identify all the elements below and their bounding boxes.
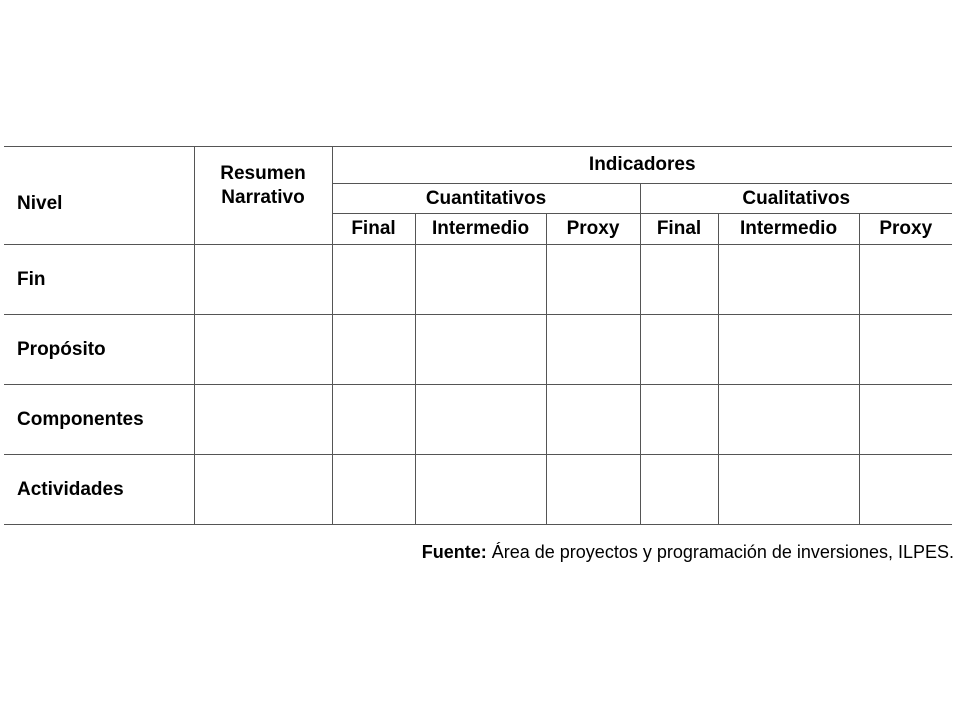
table-cell <box>640 455 718 525</box>
table-cell <box>194 245 332 315</box>
table-row <box>4 385 952 455</box>
table-cell <box>718 385 859 455</box>
table-cell <box>194 315 332 385</box>
row-label-proposito: Propósito <box>4 315 194 385</box>
table-cell <box>332 455 415 525</box>
subheader-cualitativos-intermedio: Intermedio <box>718 214 859 245</box>
table-cell <box>718 245 859 315</box>
table-cell <box>859 245 952 315</box>
table-cell <box>718 315 859 385</box>
subheader-cuantitativos-intermedio: Intermedio <box>415 214 546 245</box>
table-cell <box>859 385 952 455</box>
subheader-cuantitativos-proxy: Proxy <box>546 214 640 245</box>
table-cell <box>546 245 640 315</box>
table-cell <box>859 315 952 385</box>
table-row <box>4 455 952 525</box>
table-cell <box>194 455 332 525</box>
table-cell <box>546 385 640 455</box>
table-cell <box>718 455 859 525</box>
row-label-componentes: Componentes <box>4 385 194 455</box>
table-row <box>4 245 952 315</box>
table-cell <box>415 385 546 455</box>
subheader-cualitativos-proxy: Proxy <box>859 214 952 245</box>
column-header-resumen-narrativo: Resumen Narrativo <box>194 147 332 245</box>
table-cell <box>640 385 718 455</box>
table-row <box>4 315 952 385</box>
table-cell <box>332 315 415 385</box>
column-header-nivel: Nivel <box>4 147 194 245</box>
table-cell <box>546 455 640 525</box>
table-cell <box>415 455 546 525</box>
table-cell <box>332 245 415 315</box>
subheader-cuantitativos-final: Final <box>332 214 415 245</box>
row-label-fin: Fin <box>4 245 194 315</box>
source-caption <box>422 542 954 563</box>
column-header-indicadores: Indicadores <box>332 147 952 184</box>
table-cell <box>640 315 718 385</box>
subheader-cualitativos-final: Final <box>640 214 718 245</box>
source-prefix: Fuente: <box>421 542 487 562</box>
group-header-cuantitativos: Cuantitativos <box>332 184 640 214</box>
group-header-cualitativos: Cualitativos <box>640 184 952 214</box>
table-cell <box>415 315 546 385</box>
table-cell <box>859 455 952 525</box>
table-cell <box>194 385 332 455</box>
row-label-actividades: Actividades <box>4 455 194 525</box>
table-cell <box>546 315 640 385</box>
table-cell <box>415 245 546 315</box>
source-text: Área de proyectos y programación de inversiones, ILPES. <box>486 542 954 562</box>
logframe-matrix-table <box>4 146 952 525</box>
table-cell <box>332 385 415 455</box>
table-cell <box>640 245 718 315</box>
